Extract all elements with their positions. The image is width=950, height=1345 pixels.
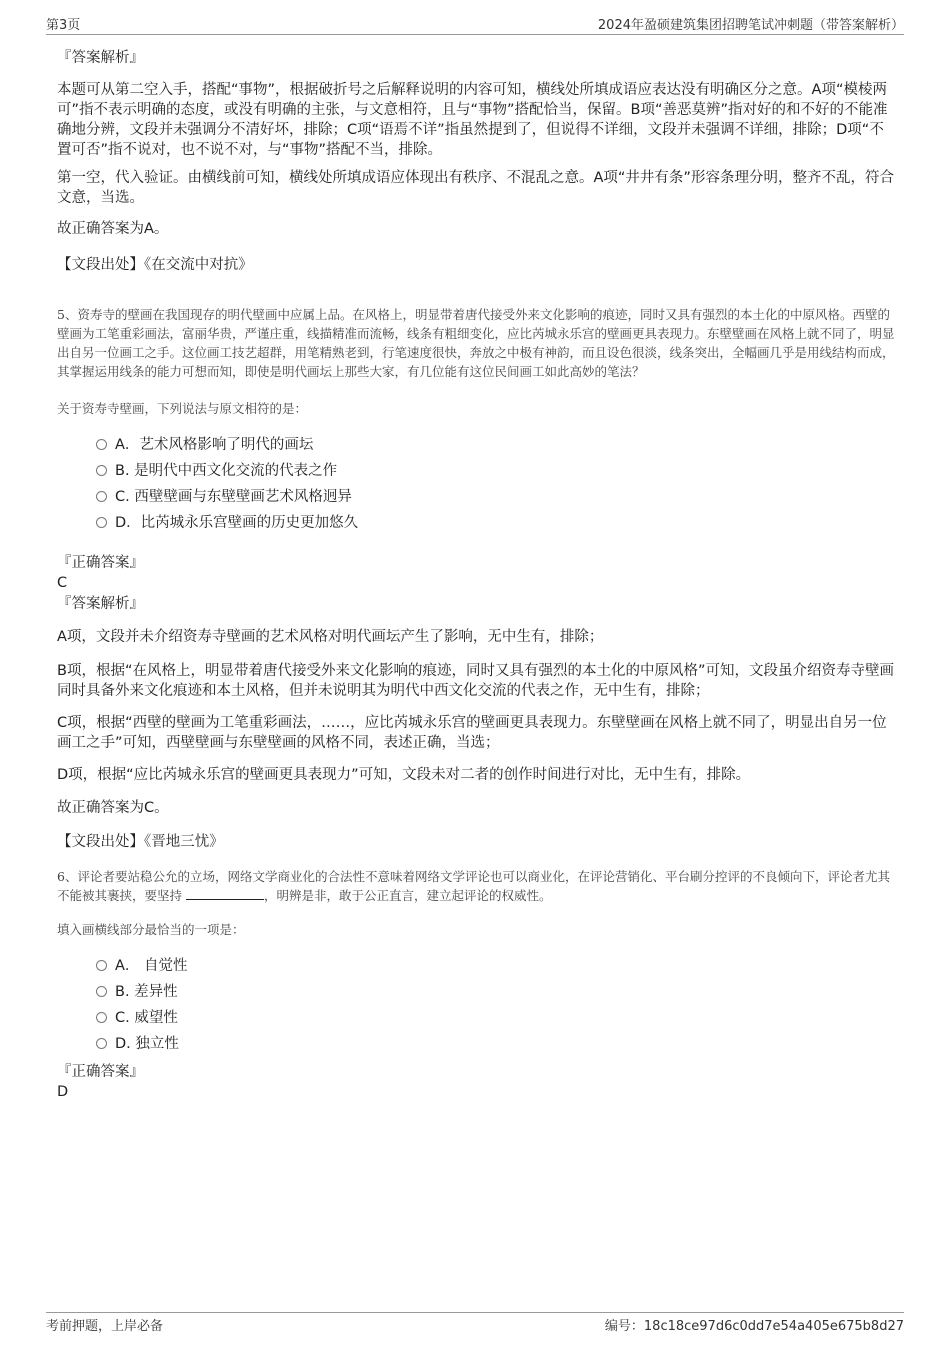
analysis-paragraph: D项，根据“应比芮城永乐宫的壁画更具表现力”可知，文段未对二者的创作时间进行对比，无中生有，排除。 xyxy=(57,767,751,783)
question-5-prompt: 关于资寿寺壁画，下列说法与原文相符的是： xyxy=(57,401,308,416)
page-header xyxy=(46,14,904,35)
analysis-label: 『答案解析』 xyxy=(57,50,144,66)
option-b[interactable]: B. 是明代中西文化交流的代表之作 xyxy=(96,461,337,481)
analysis-paragraph: 第一空，代入验证。由横线前可知，横线处所填成语应体现出有秩序、不混乱之意。A项“井井有条”形容条理分明，整齐不乱，符合文意，当选。 xyxy=(57,170,894,206)
source-citation: 【文段出处】《在交流中对抗》 xyxy=(57,257,253,273)
option-c[interactable]: C. 西壁壁画与东壁壁画艺术风格迥异 xyxy=(96,487,352,507)
analysis-paragraph: A项，文段并未介绍资寿寺壁画的艺术风格对明代画坛产生了影响，无中生有，排除； xyxy=(57,629,604,645)
option-d[interactable]: D. 独立性 xyxy=(96,1034,179,1054)
question-5-stem: 5、资寿寺的壁画在我国现存的明代壁画中应属上品。在风格上，明显带着唐代接受外来文化影响的痕迹，同时又具有强烈的本土化的中原风格。西壁的壁画为工笔重彩画法，富丽华贵，严谨庄重，线描精准而流畅，线条有粗细变化，应比芮城永乐宫的壁画更具表现力。东壁壁画在风格上就不同了，明显出自另一位画工之手。这位画工技艺超群，用笔精熟老到，行笔速度很快，奔放之中极有神韵，而且设色很淡，线条突出，全幅画几乎是用线结构而成，其掌握运用线条的能力可想而知，即使是明代画坛上那些大家，有几位能有这位民间画工如此高妙的笔法？ xyxy=(57,307,895,379)
option-b[interactable]: B. 差异性 xyxy=(96,982,178,1002)
radio-icon[interactable] xyxy=(96,491,107,502)
analysis-label: 『答案解析』 xyxy=(57,596,144,612)
analysis-paragraph: C项，根据“西壁的壁画为工笔重彩画法，……，应比芮城永乐宫的壁画更具表现力。东壁壁画在风格上就不同了，明显出自另一位画工之手”可知，西壁壁画与东壁壁画的风格不同，表述正确，当选； xyxy=(57,715,887,751)
option-a[interactable]: A． 自觉性 xyxy=(96,956,188,976)
correct-answer-label: 『正确答案』 xyxy=(57,555,144,571)
radio-icon[interactable] xyxy=(96,465,107,476)
page-number: 第3页 xyxy=(46,18,81,33)
analysis-paragraph: 本题可从第二空入手，搭配“事物”，根据破折号之后解释说明的内容可知，横线处所填成语应表达没有明确区分之意。A项“模棱两可”指不表示明确的态度，或没有明确的主张，与文意相符，且与“事物”搭配恰当，保留。B项“善恶莫辨”指对好的和不好的不能准确地分辨，文段并未强调分不清好坏，排除；C项“语焉不详”指虽然提到了，但说得不详细，文段并未强调不详细，排除；D项“不置可否”指不说对，也不说不对，与“事物”搭配不当，排除。 xyxy=(57,82,888,158)
fill-blank xyxy=(186,887,264,900)
radio-icon[interactable] xyxy=(96,517,107,528)
radio-icon[interactable] xyxy=(96,986,107,997)
radio-icon[interactable] xyxy=(96,960,107,971)
document-title: 2024年盈硕建筑集团招聘笔试冲刺题（带答案解析） xyxy=(597,18,904,33)
correct-answer-label: 『正确答案』 xyxy=(57,1064,144,1080)
radio-icon[interactable] xyxy=(96,439,107,450)
option-a[interactable]: A．艺术风格影响了明代的画坛 xyxy=(96,435,313,455)
question-6-stem: 6、评论者要站稳公允的立场，网络文学商业化的合法性不意味着网络文学评论也可以商业化，在评论营销化、平台刷分控评的不良倾向下，评论者尤其不能被其裹挟，要坚持 ，明辨是非，敢于公正直言，建立起评论的权威性。 xyxy=(57,869,890,903)
option-d[interactable]: D．比芮城永乐宫壁画的历史更加悠久 xyxy=(96,513,358,533)
document-id: 编号：18c18ce97d6c0dd7e54a405e675b8d27 xyxy=(604,1319,904,1334)
option-c[interactable]: C. 威望性 xyxy=(96,1008,178,1028)
correct-answer: C xyxy=(57,575,68,591)
footer-slogan: 考前押题，上岸必备 xyxy=(46,1319,164,1334)
radio-icon[interactable] xyxy=(96,1038,107,1049)
answer-conclusion: 故正确答案为C。 xyxy=(57,800,169,816)
source-citation: 【文段出处】《晋地三忧》 xyxy=(57,834,224,850)
page-footer xyxy=(46,1312,904,1337)
answer-conclusion: 故正确答案为A。 xyxy=(57,221,169,237)
radio-icon[interactable] xyxy=(96,1012,107,1023)
correct-answer: D xyxy=(57,1084,69,1100)
question-6-prompt: 填入画横线部分最恰当的一项是： xyxy=(57,922,245,937)
analysis-paragraph: B项，根据“在风格上，明显带着唐代接受外来文化影响的痕迹，同时又具有强烈的本土化的中原风格”可知，文段虽介绍资寿寺壁画同时具备外来文化痕迹和本土风格，但并未说明其为明代中西文化交流的代表之作，无中生有，排除； xyxy=(57,663,894,699)
